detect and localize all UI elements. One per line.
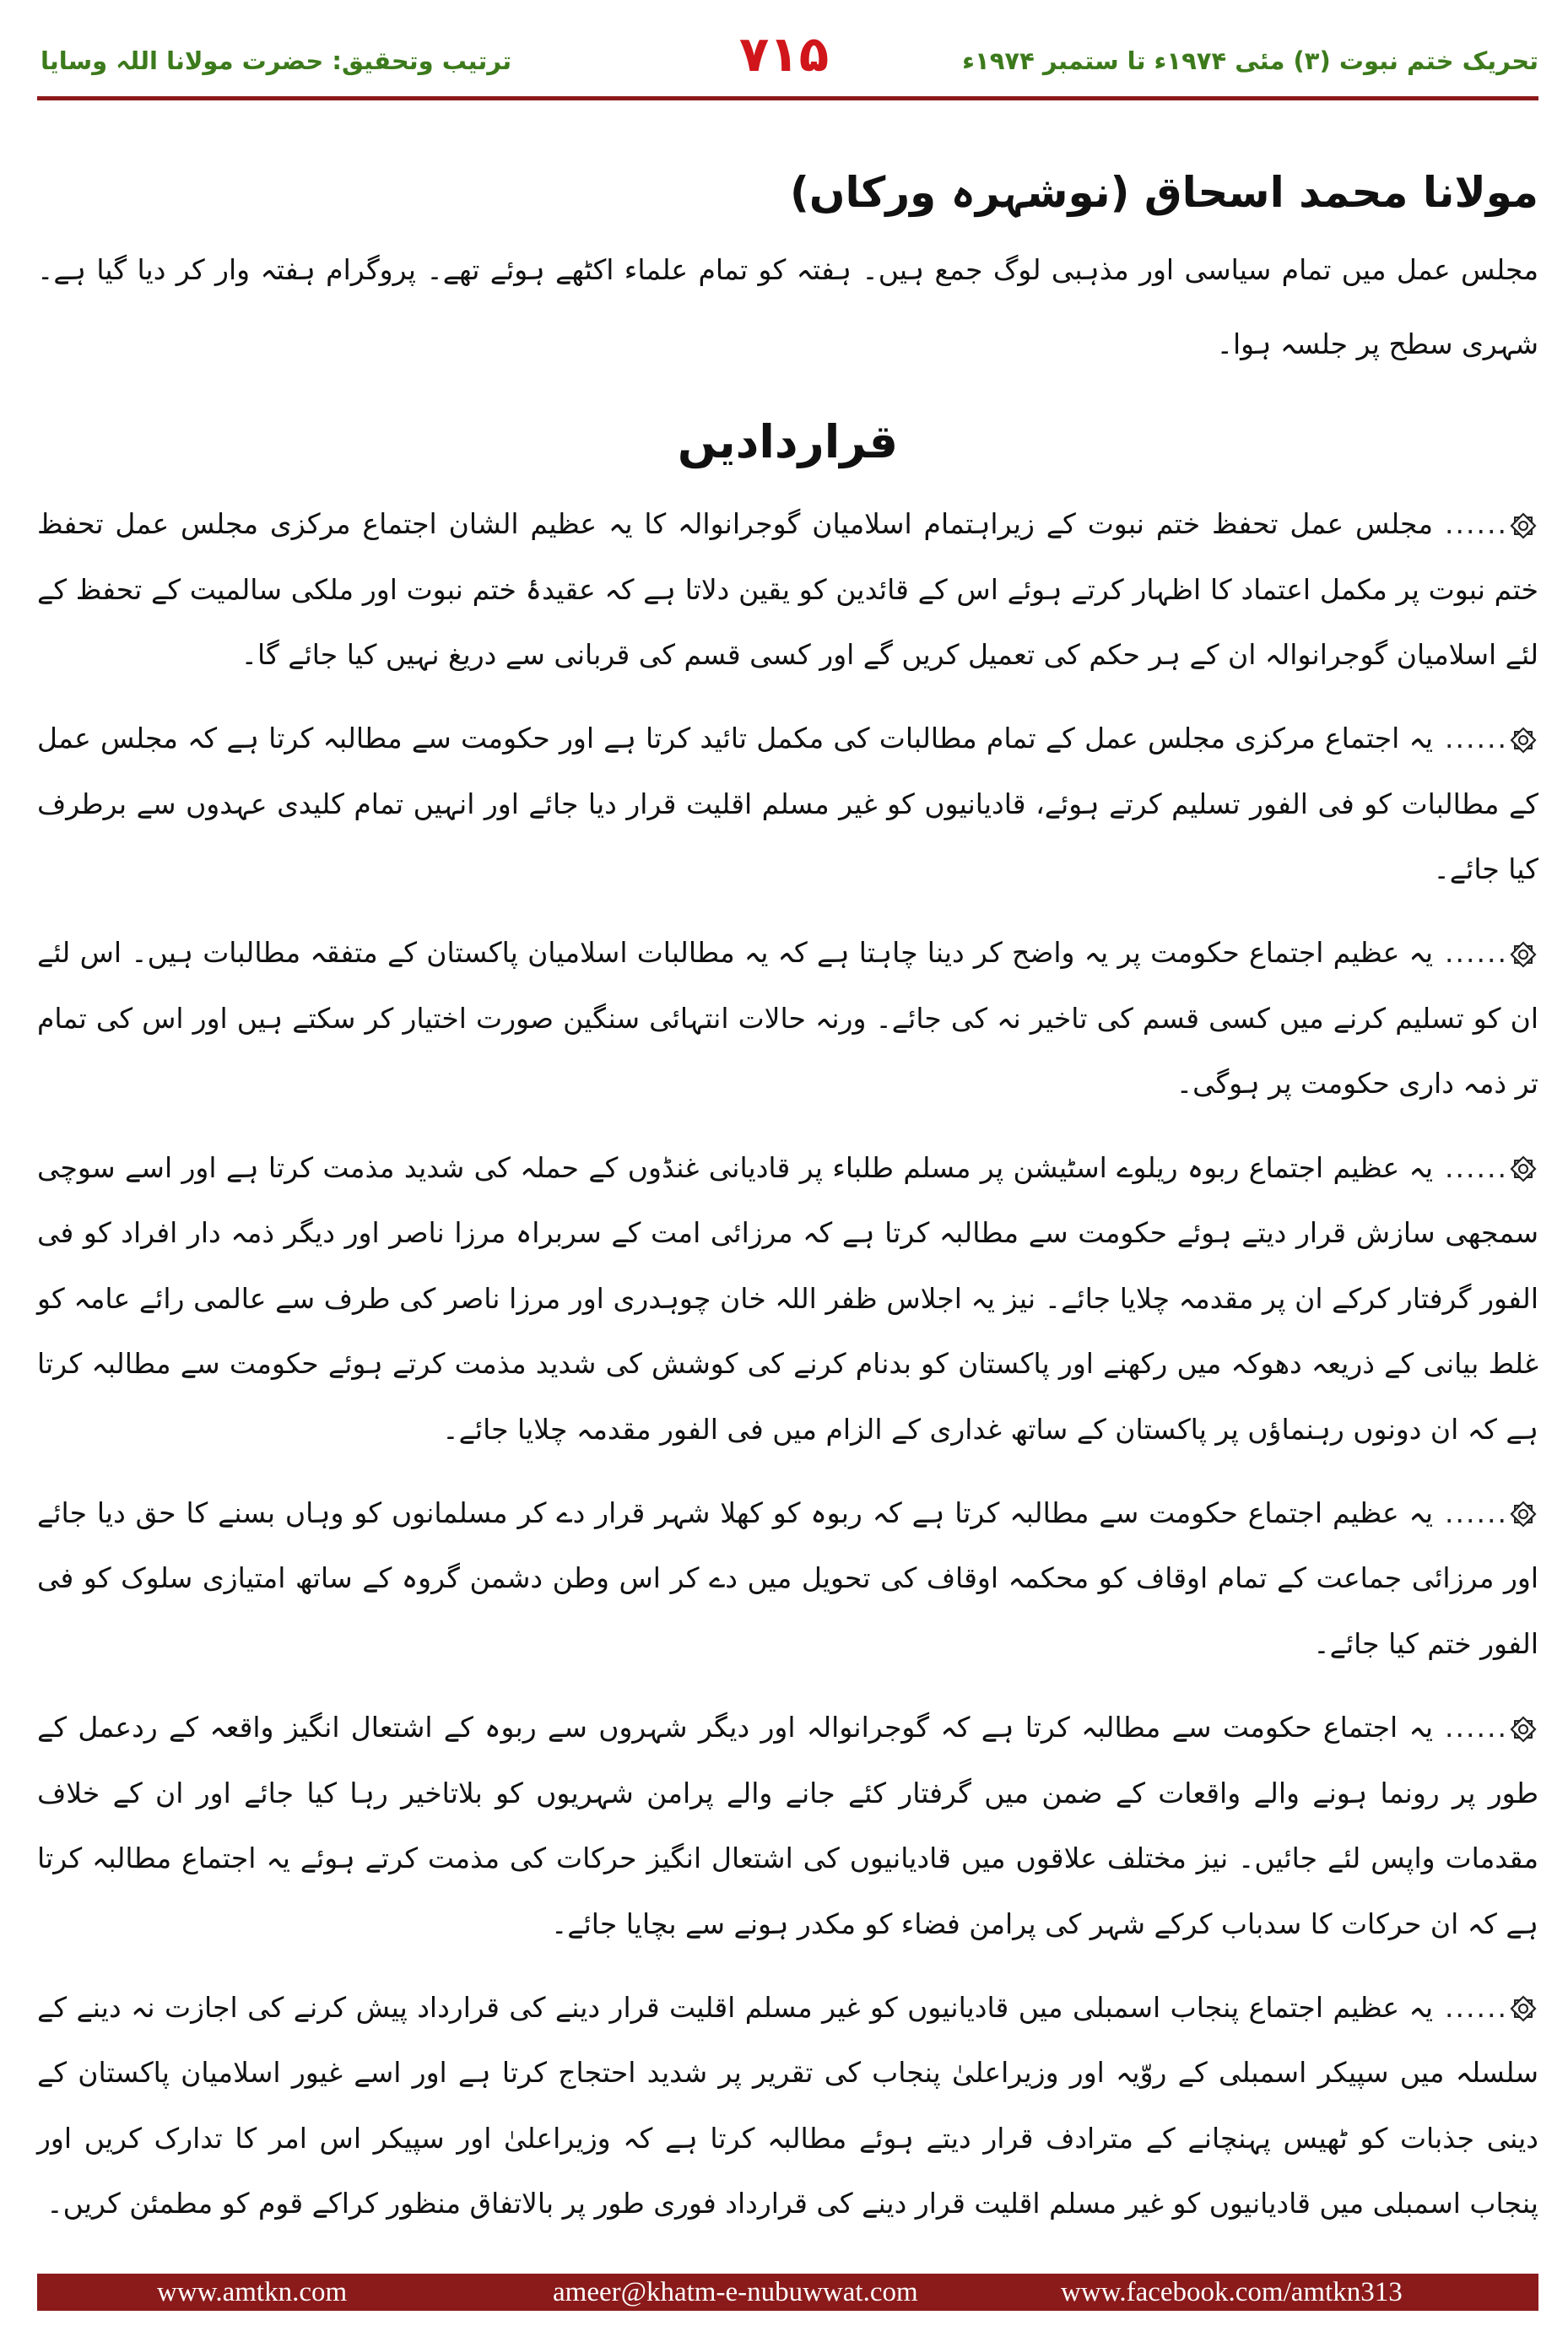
resolution-marker [1445,1480,1538,1546]
facebook-link[interactable]: www.facebook.com/amtkn313 [1061,2277,1403,2307]
header-rule [37,96,1538,100]
leader-dots: ...... [1445,722,1508,755]
resolution-marker [1445,706,1538,771]
resolution-marker [1445,1135,1538,1201]
leader-dots: ...... [1445,1711,1508,1744]
leader-dots: ...... [1445,1990,1508,2024]
star-ornament-icon [1508,1714,1538,1744]
leader-dots: ...... [1445,936,1508,970]
website-link[interactable]: www.amtkn.com [157,2277,348,2307]
star-ornament-icon [1508,511,1538,541]
page-number: ۷۱۵ [738,25,830,83]
resolutions-list [37,484,1538,2262]
star-ornament-icon [1508,1154,1538,1184]
resolution-text: یہ اجتماع مرکزی مجلس عمل کے تمام مطالبات کی مکمل تائید کرتا ہے اور حکومت سے مطالبہ کرتا ہے کہ مجلس عمل کے مطالبات کو فی الفور تسلیم کرتے ہوئے، قادیانیوں کو غیر مسلم اقلیت قرار دیا جائے اور انہیں تمام کلیدی عہدوں سے برطرف کیا جائے۔ [37,722,1538,886]
email-link[interactable]: ameer@khatm-e-nubuwwat.com [553,2277,918,2307]
resolution-text: مجلس عمل تحفظ ختم نبوت کے زیراہتمام اسلامیان گوجرانوالہ کا یہ عظیم الشان اجتماع مرکزی مجلس عمل تحفظ ختم نبوت پر مکمل اعتماد کا اظہار کرتے ہوئے اس کے قائدین کو یقین دلاتا ہے کہ عقیدۂ ختم نبوت اور ملکی سالمیت کے تحفظ کے لئے اسلامیان گوجرانوالہ ان کے ہر حکم کی تعمیل کریں گے اور کسی قسم کی قربانی سے دریغ نہیں کیا جائے گا۔ [37,507,1538,672]
resolution-item [37,920,1538,1117]
book-title: تحریک ختم نبوت (۳) مئی ۱۹۷۴ء تا ستمبر ۱۹۷۴ء [962,46,1538,75]
star-ornament-icon [1508,939,1538,970]
speaker-statement: مجلس عمل میں تمام سیاسی اور مذہبی لوگ جمع ہیں۔ ہفتہ کو تمام علماء اکٹھے ہوئے تھے۔ پروگرام ہفتہ وار کر دیا گیا ہے۔ شہری سطح پر جلسہ ہوا۔ [37,253,1538,360]
page-body [37,152,1538,2262]
leader-dots: ...... [1445,507,1508,540]
star-ornament-icon [1508,725,1538,755]
resolution-marker [1445,491,1538,557]
resolution-item [37,1480,1538,1677]
resolution-item [37,491,1538,688]
resolution-text: یہ عظیم اجتماع حکومت پر یہ واضح کر دینا چاہتا ہے کہ یہ مطالبات اسلامیان پاکستان کے متفقہ مطالبات ہیں۔ اس لئے ان کو تسلیم کرنے میں کسی قسم کی تاخیر نہ کی جائے۔ ورنہ حالات انتہائی سنگین صورت اختیار کر سکتے ہیں اور اس کی تمام تر ذمہ داری حکومت پر ہوگی۔ [37,936,1538,1101]
speaker-heading: مولانا محمد اسحاق (نوشہرہ ورکاں) [789,168,1538,217]
resolutions-heading: قراردادیں [677,415,899,468]
resolution-text: یہ عظیم اجتماع حکومت سے مطالبہ کرتا ہے کہ ربوہ کو کھلا شہر قرار دے کر مسلمانوں کو وہاں بسنے کا حق دیا جائے اور مرزائی جماعت کے تمام اوقاف کو محکمہ اوقاف کی تحویل میں دے کر اس وطن دشمن گروہ کے ساتھ امتیازی سلوک کو فی الفور ختم کیا جائے۔ [37,1496,1538,1660]
resolution-text: یہ اجتماع حکومت سے مطالبہ کرتا ہے کہ گوجرانوالہ اور دیگر شہروں سے ربوہ کے اشتعال انگیز واقعہ کے ردعمل کے طور پر رونما ہونے والے واقعات کے ضمن میں گرفتار کئے جانے والے پرامن شہریوں کو بلاتاخیر رہا کیا جائے اور ان کے خلاف مقدمات واپس لئے جائیں۔ نیز مختلف علاقوں میں قادیانیوں کی اشتعال انگیز حرکات کی مذمت کرتے ہوئے یہ اجتماع مطالبہ کرتا ہے کہ ان حرکات کا سدباب کرکے شہر کی پرامن فضاء کو مکدر ہونے سے بچایا جائے۔ [37,1711,1538,1940]
footer-band [37,2274,1538,2311]
resolution-text: یہ عظیم اجتماع ربوہ ریلوے اسٹیشن پر مسلم طلباء پر قادیانی غنڈوں کے حملہ کی شدید مذمت کرتا ہے اور اسے سوچی سمجھی سازش قرار دیتے ہوئے حکومت سے مطالبہ کرتا ہے کہ مرزائی امت کے سربراہ مرزا ناصر اور دیگر ذمہ دار افراد کو فی الفور گرفتار کرکے ان پر مقدمہ چلایا جائے۔ نیز یہ اجلاس ظفر اللہ خان چوہدری اور مرزا ناصر کی طرف سے عالمی رائے عامہ کو غلط بیانی کے ذریعہ دھوکہ میں رکھنے اور پاکستان کو بدنام کرنے کی کوشش کی شدید مذمت کرتے ہوئے حکومت سے مطالبہ کرتا ہے کہ ان دونوں رہنماؤں پر پاکستان کے ساتھ غداری کے الزام میں فی الفور مقدمہ چلایا جائے۔ [37,1150,1538,1446]
resolution-item [37,706,1538,902]
compiler-credit: ترتیب وتحقیق: حضرت مولانا اللہ وسایا [41,46,512,75]
star-ornament-icon [1508,1499,1538,1529]
resolution-text: یہ عظیم اجتماع پنجاب اسمبلی میں قادیانیوں کو غیر مسلم اقلیت قرار دینے کی قرارداد پیش کرنے کی اجازت نہ دینے کے سلسلہ میں سپیکر اسمبلی کے روّیہ اور وزیراعلیٰ پنجاب کی تقریر پر شدید احتجاج کرتا ہے اور اسے غیور اسلامیان پاکستان کے دینی جذبات کو ٹھیس پہنچانے کے مترادف قرار دیتے ہوئے مطالبہ کرتا ہے کہ وزیراعلیٰ اور سپیکر اس امر کا تدارک کریں اور پنجاب اسمبلی میں قادیانیوں کو غیر مسلم اقلیت قرار دینے کی قرارداد فوری طور پر بالاتفاق منظور کراکے قوم کو مطمئن کریں۔ [37,1990,1538,2220]
leader-dots: ...... [1445,1496,1508,1529]
resolution-marker [1445,1695,1538,1761]
resolution-marker [1445,920,1538,986]
resolution-item [37,1135,1538,1463]
star-ornament-icon [1508,1993,1538,2024]
leader-dots: ...... [1445,1150,1508,1184]
resolution-item [37,1975,1538,2237]
resolution-item [37,1695,1538,1956]
resolution-marker [1445,1975,1538,2041]
